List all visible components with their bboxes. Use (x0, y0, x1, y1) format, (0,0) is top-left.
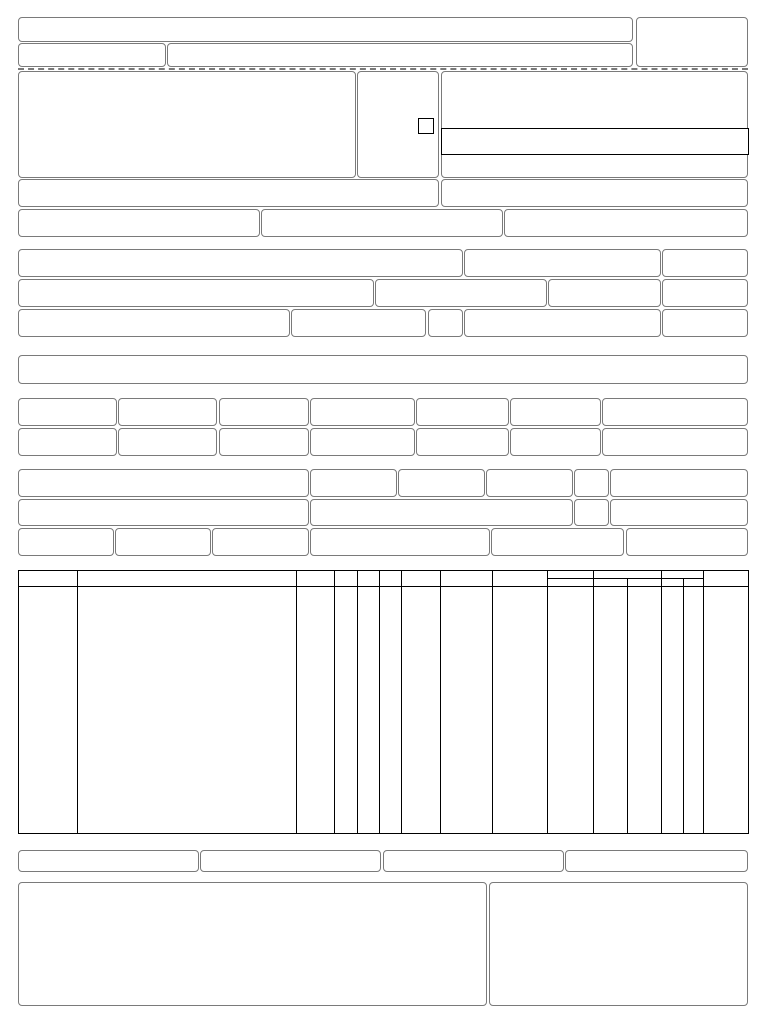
table-header-rule (19, 586, 748, 587)
field-row-8-f[interactable] (626, 528, 748, 556)
field-row-8-a[interactable] (18, 528, 114, 556)
field-row-1-right[interactable] (441, 179, 748, 207)
field-row-6-b[interactable] (310, 469, 397, 497)
grid-r2-c4[interactable] (310, 428, 415, 456)
field-row-2-a[interactable] (18, 209, 260, 237)
grid-r2-c5[interactable] (416, 428, 509, 456)
field-row-6-f[interactable] (610, 469, 748, 497)
grid-r2-c2[interactable] (118, 428, 217, 456)
table-column-divider (357, 571, 358, 833)
footer-field-3[interactable] (383, 850, 564, 872)
grid-r1-c3[interactable] (219, 398, 309, 426)
line-items-table (18, 570, 749, 834)
table-column-divider (703, 571, 704, 833)
signature-field[interactable] (489, 882, 748, 1006)
field-row-2-c[interactable] (504, 209, 748, 237)
grid-r1-c5[interactable] (416, 398, 509, 426)
table-column-divider (683, 578, 684, 833)
right-info-field[interactable] (441, 71, 748, 178)
table-column-divider (593, 571, 594, 833)
footer-field-4[interactable] (565, 850, 748, 872)
field-row-6-e[interactable] (574, 469, 609, 497)
field-row-4-d[interactable] (662, 279, 748, 307)
field-row-4-c[interactable] (548, 279, 661, 307)
table-column-divider (661, 571, 662, 833)
table-column-divider (296, 571, 297, 833)
field-row-1-left[interactable] (18, 179, 439, 207)
field-row-6-d[interactable] (486, 469, 573, 497)
checkbox[interactable] (418, 118, 434, 134)
grid-r1-c6[interactable] (510, 398, 601, 426)
field-row-8-b[interactable] (115, 528, 211, 556)
field-row-6-c[interactable] (398, 469, 485, 497)
table-column-divider (77, 571, 78, 833)
table-column-divider (440, 571, 441, 833)
grid-r1-c4[interactable] (310, 398, 415, 426)
full-width-field[interactable] (18, 355, 748, 384)
header-field-wide[interactable] (167, 43, 633, 67)
field-row-2-b[interactable] (261, 209, 503, 237)
field-row-3-b[interactable] (464, 249, 661, 277)
table-column-divider (379, 571, 380, 833)
address-field[interactable] (18, 71, 356, 178)
highlighted-input-field[interactable] (441, 128, 749, 155)
table-subheader-rule (547, 578, 703, 579)
field-row-5-b[interactable] (291, 309, 426, 337)
field-row-3-c[interactable] (662, 249, 748, 277)
field-row-6-a[interactable] (18, 469, 309, 497)
field-row-5-e[interactable] (662, 309, 748, 337)
grid-r1-c7[interactable] (602, 398, 748, 426)
table-column-divider (492, 571, 493, 833)
field-row-5-a[interactable] (18, 309, 290, 337)
field-row-7-a[interactable] (18, 499, 309, 526)
dashed-separator (18, 68, 748, 70)
grid-r2-c3[interactable] (219, 428, 309, 456)
grid-r2-c1[interactable] (18, 428, 117, 456)
header-field-small[interactable] (18, 43, 166, 67)
field-row-5-d[interactable] (464, 309, 661, 337)
grid-r1-c1[interactable] (18, 398, 117, 426)
field-row-8-c[interactable] (212, 528, 309, 556)
header-title-field[interactable] (18, 17, 633, 42)
field-row-3-a[interactable] (18, 249, 463, 277)
field-row-7-d[interactable] (610, 499, 748, 526)
footer-field-1[interactable] (18, 850, 199, 872)
grid-r2-c7[interactable] (602, 428, 748, 456)
table-column-divider (334, 571, 335, 833)
grid-r1-c2[interactable] (118, 398, 217, 426)
field-row-8-d[interactable] (310, 528, 490, 556)
field-row-7-c[interactable] (574, 499, 609, 526)
table-column-divider (627, 578, 628, 833)
grid-r2-c6[interactable] (510, 428, 601, 456)
footer-field-2[interactable] (200, 850, 381, 872)
table-column-divider (547, 571, 548, 833)
notes-field[interactable] (18, 882, 487, 1006)
field-row-5-c[interactable] (428, 309, 463, 337)
header-corner-box[interactable] (636, 17, 748, 67)
field-row-7-b[interactable] (310, 499, 573, 526)
field-row-4-b[interactable] (375, 279, 547, 307)
field-row-4-a[interactable] (18, 279, 374, 307)
field-row-8-e[interactable] (491, 528, 624, 556)
table-column-divider (401, 571, 402, 833)
